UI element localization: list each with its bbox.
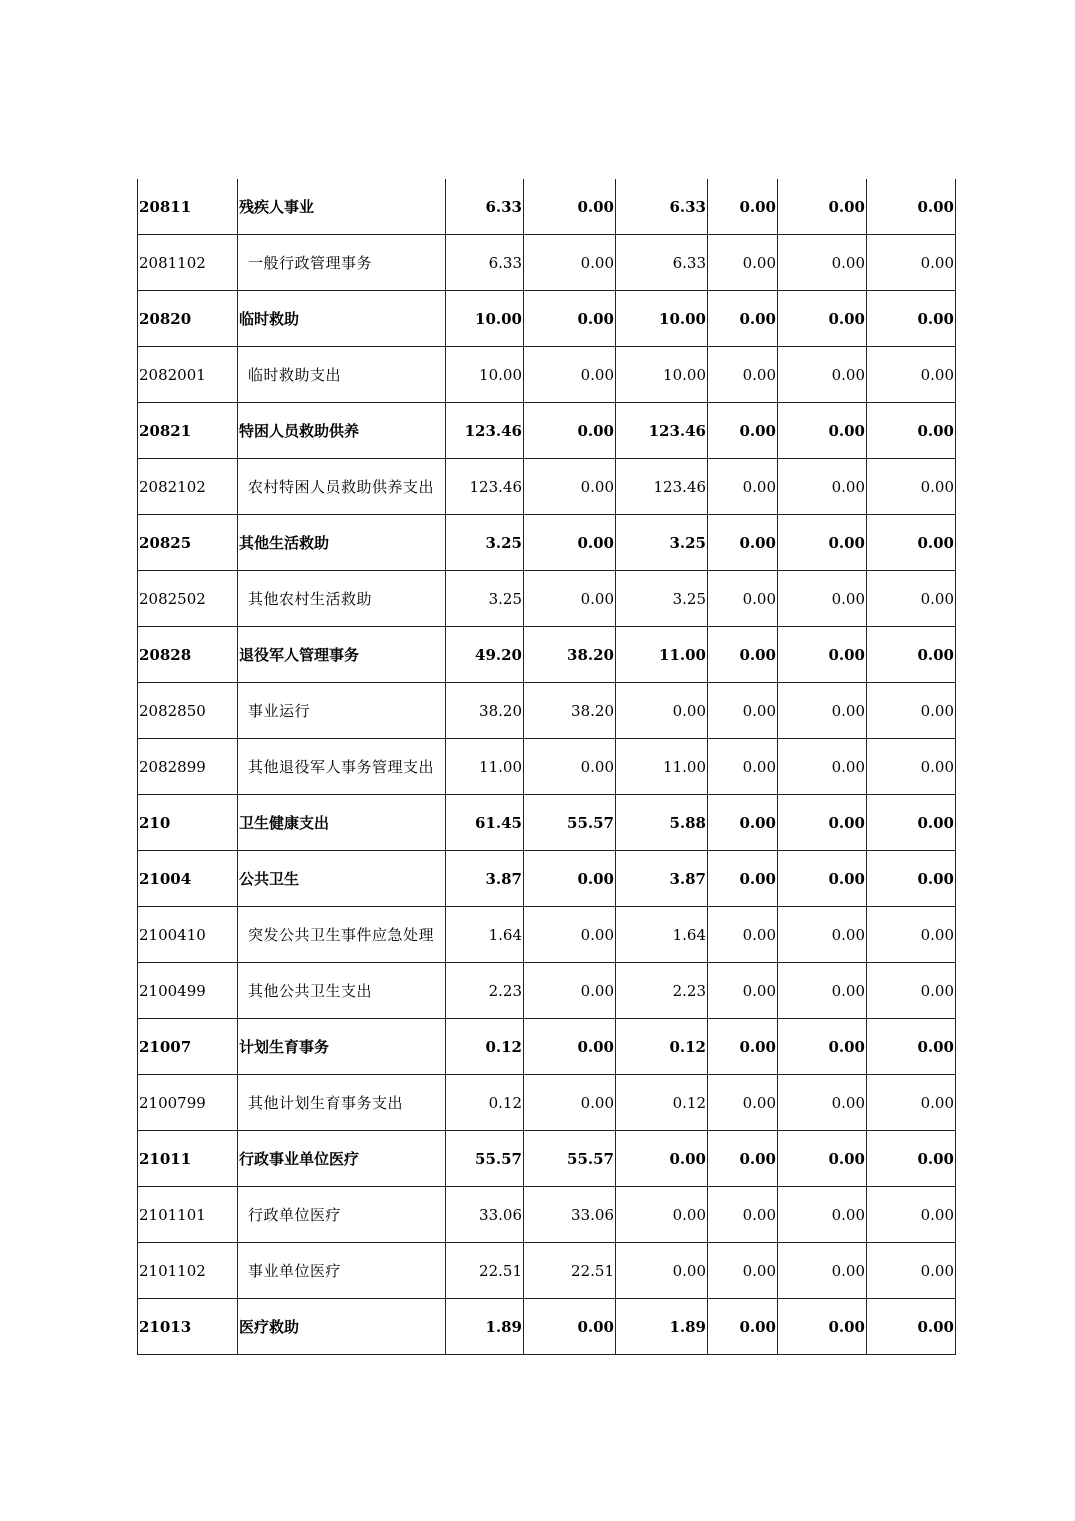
amount-cell: 0.00 [867,1299,956,1355]
amount-cell: 0.00 [524,739,616,795]
amount-cell: 0.00 [778,963,867,1019]
subject-name-text: 事业运行 [248,701,311,720]
subject-name-cell [238,235,446,291]
amount-cell: 3.25 [446,515,524,571]
table-row [138,1075,956,1131]
table-row [138,851,956,907]
subject-name-cell [238,1131,446,1187]
amount-cell: 0.00 [778,347,867,403]
amount-cell: 123.46 [446,459,524,515]
amount-cell: 38.20 [446,683,524,739]
table-row [138,907,956,963]
amount-cell: 0.00 [524,1019,616,1075]
subject-name-cell [238,1243,446,1299]
amount-cell: 0.00 [867,1019,956,1075]
amount-cell: 0.00 [867,963,956,1019]
table-row [138,291,956,347]
amount-cell: 123.46 [446,403,524,459]
amount-cell: 33.06 [446,1187,524,1243]
amount-cell: 11.00 [446,739,524,795]
amount-cell: 0.00 [867,235,956,291]
amount-cell: 0.00 [778,739,867,795]
amount-cell: 0.00 [708,683,778,739]
subject-name-text: 临时救助支出 [248,365,342,384]
table-row [138,1299,956,1355]
subject-code-cell: 2100410 [138,907,238,963]
subject-name-cell [238,627,446,683]
subject-name-text: 突发公共卫生事件应急处理 [248,925,435,944]
table-row [138,347,956,403]
subject-name-text: 其他公共卫生支出 [248,981,373,1000]
amount-cell: 6.33 [446,179,524,235]
amount-cell: 0.12 [616,1075,708,1131]
table-row [138,1131,956,1187]
amount-cell: 0.00 [867,1075,956,1131]
amount-cell: 38.20 [524,627,616,683]
amount-cell: 0.00 [778,515,867,571]
amount-cell: 0.00 [524,907,616,963]
subject-code-cell: 2082001 [138,347,238,403]
subject-code-cell: 2101102 [138,1243,238,1299]
subject-name-text: 行政单位医疗 [248,1205,342,1224]
subject-name-text: 其他计划生育事务支出 [248,1093,404,1112]
amount-cell: 123.46 [616,403,708,459]
amount-cell: 0.00 [867,403,956,459]
amount-cell: 0.00 [616,1131,708,1187]
amount-cell: 0.00 [708,571,778,627]
amount-cell: 0.00 [708,851,778,907]
table-row [138,515,956,571]
amount-cell: 0.00 [616,1187,708,1243]
amount-cell: 0.00 [778,795,867,851]
amount-cell: 0.00 [867,179,956,235]
amount-cell: 0.00 [708,739,778,795]
subject-name-cell [238,403,446,459]
amount-cell: 6.33 [616,179,708,235]
amount-cell: 0.00 [867,795,956,851]
table-row [138,459,956,515]
amount-cell: 33.06 [524,1187,616,1243]
amount-cell: 0.00 [778,179,867,235]
amount-cell: 0.00 [708,347,778,403]
amount-cell: 11.00 [616,627,708,683]
subject-name-text: 医疗救助 [239,1317,300,1336]
amount-cell: 0.00 [616,683,708,739]
amount-cell: 0.00 [524,235,616,291]
amount-cell: 0.00 [708,235,778,291]
amount-cell: 0.12 [446,1075,524,1131]
amount-cell: 1.89 [446,1299,524,1355]
amount-cell: 1.64 [446,907,524,963]
table-row [138,235,956,291]
subject-name-cell [238,459,446,515]
amount-cell: 0.00 [524,963,616,1019]
table-row [138,403,956,459]
amount-cell: 0.00 [708,1187,778,1243]
subject-name-text: 行政事业单位医疗 [239,1149,360,1168]
subject-name-text: 退役军人管理事务 [239,645,360,664]
amount-cell: 0.00 [778,1075,867,1131]
amount-cell: 0.12 [446,1019,524,1075]
amount-cell: 55.57 [446,1131,524,1187]
amount-cell: 0.00 [708,291,778,347]
amount-cell: 22.51 [524,1243,616,1299]
amount-cell: 3.25 [446,571,524,627]
subject-code-cell: 20811 [138,179,238,235]
amount-cell: 10.00 [446,347,524,403]
amount-cell: 22.51 [446,1243,524,1299]
amount-cell: 0.00 [867,459,956,515]
subject-code-cell: 21007 [138,1019,238,1075]
amount-cell: 61.45 [446,795,524,851]
subject-code-cell: 2101101 [138,1187,238,1243]
amount-cell: 0.00 [778,627,867,683]
amount-cell: 0.00 [524,291,616,347]
amount-cell: 0.00 [778,1019,867,1075]
subject-name-cell [238,907,446,963]
amount-cell: 0.00 [778,907,867,963]
amount-cell: 6.33 [616,235,708,291]
budget-table [137,179,956,1355]
amount-cell: 0.00 [867,627,956,683]
table-body [138,179,956,1355]
amount-cell: 10.00 [446,291,524,347]
subject-name-text: 其他农村生活救助 [248,589,373,608]
subject-name-cell [238,963,446,1019]
amount-cell: 0.00 [524,851,616,907]
subject-name-cell [238,795,446,851]
subject-name-cell [238,851,446,907]
subject-name-text: 农村特困人员救助供养支出 [248,477,435,496]
amount-cell: 0.00 [778,403,867,459]
amount-cell: 0.00 [778,851,867,907]
subject-code-cell: 2082502 [138,571,238,627]
subject-code-cell: 20820 [138,291,238,347]
amount-cell: 0.00 [778,459,867,515]
subject-name-text: 其他生活救助 [239,533,330,552]
subject-code-cell: 2082850 [138,683,238,739]
amount-cell: 0.00 [867,571,956,627]
amount-cell: 3.25 [616,515,708,571]
amount-cell: 0.00 [778,291,867,347]
amount-cell: 0.00 [778,1299,867,1355]
amount-cell: 0.00 [524,1299,616,1355]
amount-cell: 10.00 [616,347,708,403]
table-row [138,963,956,1019]
amount-cell: 0.00 [524,179,616,235]
subject-code-cell: 20828 [138,627,238,683]
amount-cell: 0.00 [708,795,778,851]
subject-name-cell [238,291,446,347]
amount-cell: 1.64 [616,907,708,963]
amount-cell: 0.00 [778,571,867,627]
subject-name-text: 临时救助 [239,309,300,328]
subject-name-text: 特困人员救助供养 [239,421,360,440]
amount-cell: 0.00 [708,627,778,683]
amount-cell: 0.00 [708,403,778,459]
amount-cell: 0.00 [708,459,778,515]
amount-cell: 0.00 [708,963,778,1019]
amount-cell: 0.00 [524,571,616,627]
table-row [138,795,956,851]
subject-code-cell: 210 [138,795,238,851]
table-row [138,683,956,739]
subject-name-cell [238,683,446,739]
subject-name-cell [238,179,446,235]
subject-name-text: 事业单位医疗 [248,1261,342,1280]
amount-cell: 0.00 [867,291,956,347]
amount-cell: 1.89 [616,1299,708,1355]
subject-name-text: 计划生育事务 [239,1037,330,1056]
amount-cell: 0.00 [524,1075,616,1131]
table-row [138,739,956,795]
amount-cell: 0.00 [708,179,778,235]
amount-cell: 0.00 [867,739,956,795]
amount-cell: 0.00 [778,1131,867,1187]
amount-cell: 0.12 [616,1019,708,1075]
subject-name-cell [238,739,446,795]
table-row [138,1187,956,1243]
amount-cell: 123.46 [616,459,708,515]
amount-cell: 0.00 [778,1243,867,1299]
subject-name-cell [238,515,446,571]
amount-cell: 0.00 [867,515,956,571]
subject-code-cell: 20825 [138,515,238,571]
amount-cell: 0.00 [867,683,956,739]
amount-cell: 0.00 [867,1243,956,1299]
subject-name-cell [238,1299,446,1355]
amount-cell: 0.00 [867,347,956,403]
subject-name-cell [238,347,446,403]
amount-cell: 0.00 [867,1187,956,1243]
amount-cell: 0.00 [778,1187,867,1243]
subject-name-text: 其他退役军人事务管理支出 [248,757,435,776]
amount-cell: 10.00 [616,291,708,347]
table-row [138,1243,956,1299]
subject-name-text: 卫生健康支出 [239,813,330,832]
subject-name-text: 一般行政管理事务 [248,253,373,272]
subject-name-cell [238,571,446,627]
amount-cell: 55.57 [524,795,616,851]
subject-code-cell: 21011 [138,1131,238,1187]
subject-code-cell: 2100499 [138,963,238,1019]
amount-cell: 0.00 [867,851,956,907]
subject-name-cell [238,1187,446,1243]
amount-cell: 0.00 [867,907,956,963]
amount-cell: 0.00 [524,347,616,403]
amount-cell: 0.00 [708,1075,778,1131]
amount-cell: 3.87 [616,851,708,907]
amount-cell: 0.00 [524,515,616,571]
amount-cell: 5.88 [616,795,708,851]
subject-code-cell: 2082102 [138,459,238,515]
table-row [138,571,956,627]
amount-cell: 49.20 [446,627,524,683]
subject-name-cell [238,1019,446,1075]
subject-name-text: 公共卫生 [239,869,300,888]
subject-code-cell: 2081102 [138,235,238,291]
amount-cell: 0.00 [708,1019,778,1075]
subject-name-cell [238,1075,446,1131]
amount-cell: 0.00 [524,459,616,515]
amount-cell: 0.00 [708,1243,778,1299]
amount-cell: 55.57 [524,1131,616,1187]
amount-cell: 0.00 [778,235,867,291]
table-row [138,1019,956,1075]
table-row [138,627,956,683]
subject-code-cell: 20821 [138,403,238,459]
amount-cell: 0.00 [708,1131,778,1187]
amount-cell: 0.00 [708,907,778,963]
amount-cell: 0.00 [524,403,616,459]
amount-cell: 38.20 [524,683,616,739]
amount-cell: 2.23 [446,963,524,1019]
subject-code-cell: 21004 [138,851,238,907]
amount-cell: 0.00 [708,515,778,571]
amount-cell: 3.87 [446,851,524,907]
amount-cell: 0.00 [778,683,867,739]
subject-code-cell: 2082899 [138,739,238,795]
table-row [138,179,956,235]
amount-cell: 2.23 [616,963,708,1019]
amount-cell: 0.00 [616,1243,708,1299]
amount-cell: 6.33 [446,235,524,291]
subject-code-cell: 2100799 [138,1075,238,1131]
amount-cell: 3.25 [616,571,708,627]
amount-cell: 11.00 [616,739,708,795]
amount-cell: 0.00 [708,1299,778,1355]
amount-cell: 0.00 [867,1131,956,1187]
subject-code-cell: 21013 [138,1299,238,1355]
subject-name-text: 残疾人事业 [239,197,315,216]
